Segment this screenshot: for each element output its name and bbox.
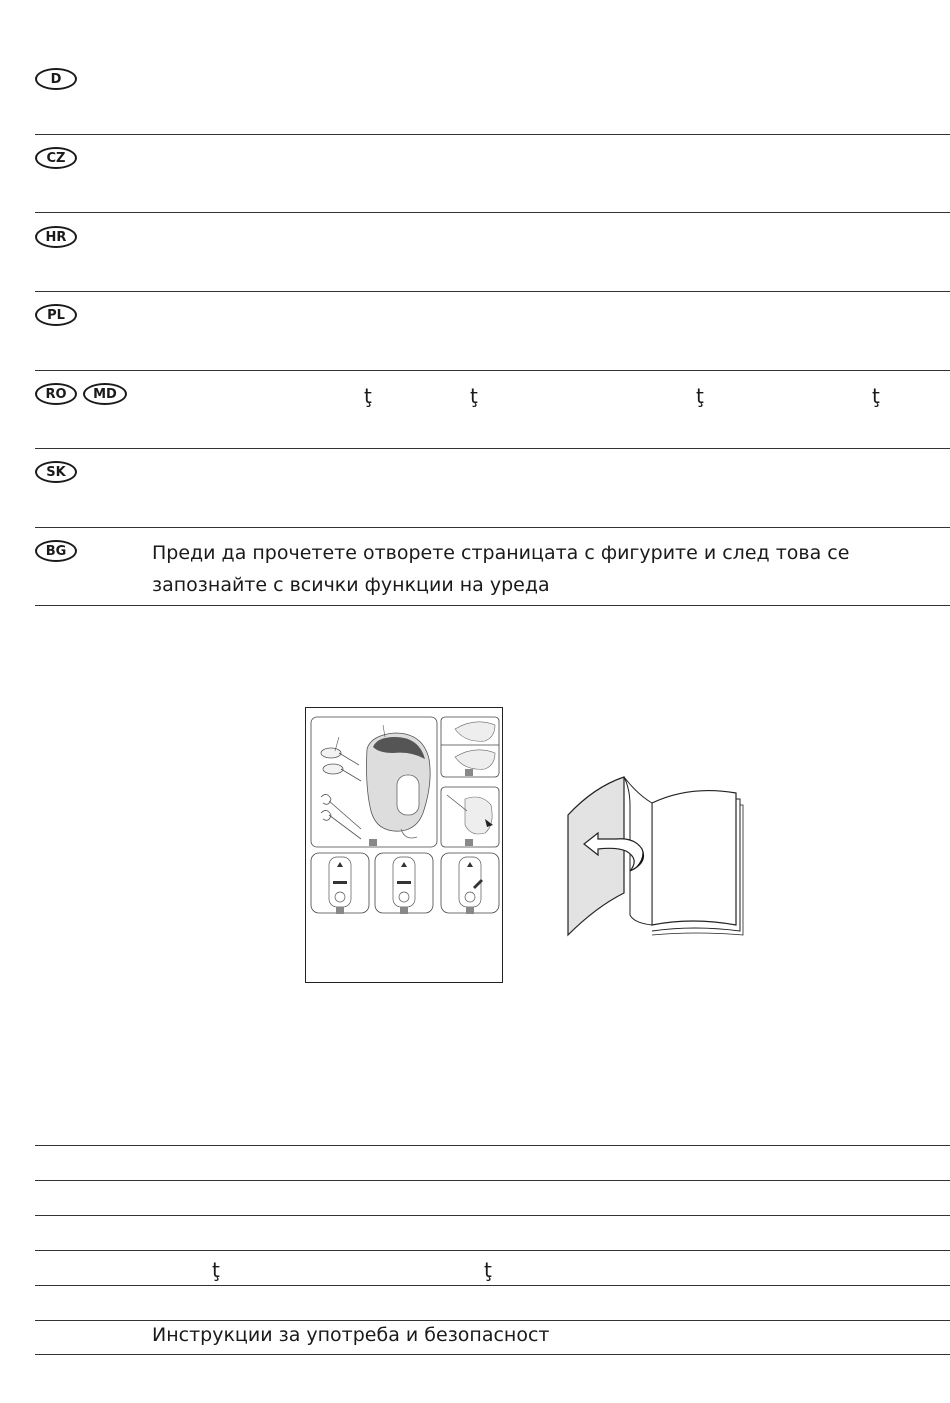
ro-glyph: ţ xyxy=(364,384,372,408)
language-badge-d: D xyxy=(35,68,77,90)
section-divider xyxy=(35,291,950,292)
language-badge-hr: HR xyxy=(35,226,77,248)
bg-manual-title: Инструкции за употреба и безопасност xyxy=(152,1324,550,1346)
section-divider xyxy=(35,134,950,135)
language-badge-md: MD xyxy=(83,383,127,405)
ro-glyph: ţ xyxy=(696,384,704,408)
language-badge-cz: CZ xyxy=(35,147,77,169)
list-divider xyxy=(35,1145,950,1146)
list-divider xyxy=(35,1285,950,1286)
section-divider xyxy=(35,527,950,528)
list-divider xyxy=(35,1354,950,1355)
list-divider xyxy=(35,1215,950,1216)
language-badge-sk: SK xyxy=(35,461,77,483)
open-book-fold-icon xyxy=(560,775,746,939)
section-divider xyxy=(35,370,950,371)
section-divider xyxy=(35,212,950,213)
list-divider xyxy=(35,1320,950,1321)
section-divider xyxy=(35,605,950,606)
ro-glyph: ţ xyxy=(872,384,880,408)
ro-glyph: ţ xyxy=(470,384,478,408)
ro-list-glyph: ţ xyxy=(212,1258,220,1282)
language-badge-ro: RO xyxy=(35,383,77,405)
language-badge-pl: PL xyxy=(35,304,77,326)
language-badge-bg: BG xyxy=(35,540,77,562)
list-divider xyxy=(35,1250,950,1251)
list-divider xyxy=(35,1180,950,1181)
figure-page-thumbnail-icon xyxy=(305,707,505,985)
ro-list-glyph: ţ xyxy=(484,1258,492,1282)
section-divider xyxy=(35,448,950,449)
bg-instruction-text: Преди да прочетете отворете страницата с фигурите и след това се запознайте с всички функции на уреда xyxy=(152,542,850,596)
